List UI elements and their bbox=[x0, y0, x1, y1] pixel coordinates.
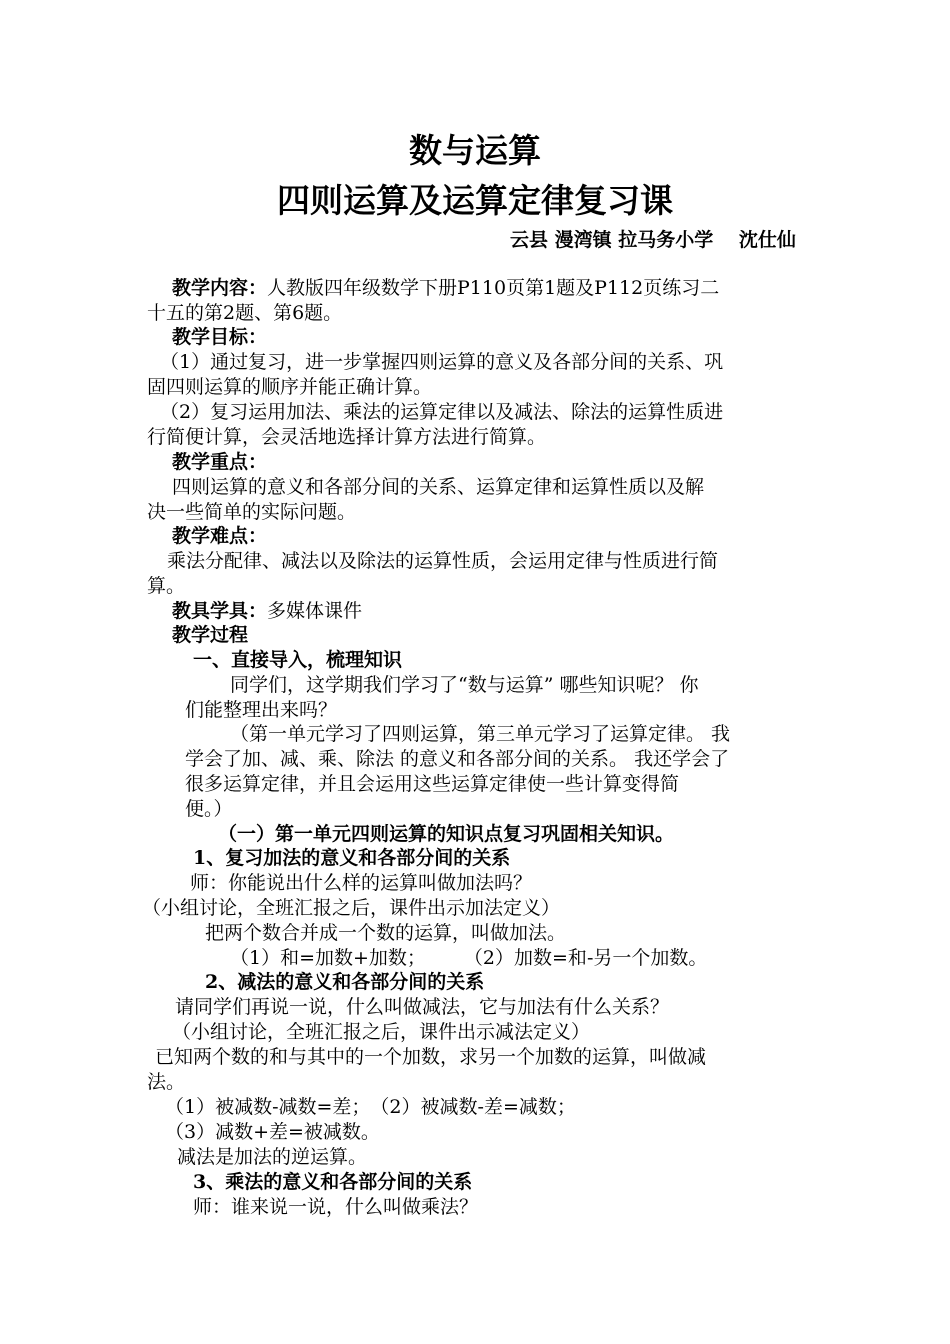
process-label: 教学过程 bbox=[172, 624, 249, 646]
subtraction-inverse-note: 减法是加法的逆运算。 bbox=[177, 1146, 368, 1168]
addition-question: 师：你能说出什么样的运算叫做加法吗？ bbox=[190, 872, 533, 894]
goal-2-line-2: 行简便计算，会灵活地选择计算方法进行简算。 bbox=[147, 426, 547, 448]
difficulties-line-1: 乘法分配律、减法以及除法的运算性质，会运用定律与性质进行简 bbox=[167, 550, 719, 572]
goal-1-line-2: 固四则运算的顺序并能正确计算。 bbox=[147, 376, 433, 398]
unit-1-heading: （一）第一单元四则运算的知识点复习巩固相关知识。 bbox=[218, 823, 675, 845]
addition-discussion: （小组讨论，全班汇报之后，课件出示加法定义） bbox=[142, 897, 561, 919]
goals-label: 教学目标： bbox=[172, 326, 268, 348]
key-points-label: 教学重点： bbox=[172, 451, 268, 473]
content-line-2: 十五的第2题、第6题。 bbox=[147, 302, 343, 324]
multiplication-question: 师：谁来说一说，什么叫做乘法？ bbox=[193, 1196, 479, 1218]
document-subtitle: 四则运算及运算定律复习课 bbox=[277, 181, 673, 220]
intro-para-line-1: 同学们，这学期我们学习了“数与运算” 哪些知识呢？ 你 bbox=[230, 674, 699, 696]
subtraction-question: 请同学们再说一说，什么叫做减法，它与加法有什么关系？ bbox=[175, 996, 670, 1018]
subtraction-relations-2: （3）减数+差=被减数。 bbox=[165, 1121, 380, 1143]
content-text: 人教版四年级数学下册P110页第1题及P112页练习二 bbox=[267, 277, 720, 299]
content-label: 教学内容： bbox=[172, 277, 268, 299]
addition-definition: 把两个数合并成一个数的运算，叫做加法。 bbox=[205, 922, 567, 944]
key-points-line-1: 四则运算的意义和各部分间的关系、运算定律和运算性质以及解 bbox=[172, 476, 705, 498]
content-line-1 bbox=[172, 276, 719, 300]
tools-value: 多媒体课件 bbox=[267, 600, 363, 622]
subtraction-definition-line-1: 已知两个数的和与其中的一个加数，求另一个加数的运算，叫做减 bbox=[155, 1046, 707, 1068]
answer-para-line-4: 便。） bbox=[185, 798, 233, 820]
subtraction-heading: 2、减法的意义和各部分间的关系 bbox=[205, 971, 485, 993]
document-title: 数与运算 bbox=[409, 131, 541, 170]
addition-relations: （1）和=加数+加数； （2）加数=和-另一个加数。 bbox=[230, 947, 708, 969]
tools-line bbox=[172, 599, 362, 623]
intro-para-line-2: 们能整理出来吗？ bbox=[185, 699, 338, 721]
answer-para-line-2: 学会了加、减、乘、除法 的意义和各部分间的关系。 我还学会了 bbox=[185, 748, 730, 770]
subtraction-definition-line-2: 法。 bbox=[147, 1071, 186, 1093]
tools-label: 教具学具： bbox=[172, 600, 268, 622]
difficulties-line-2: 算。 bbox=[147, 575, 186, 597]
subtraction-discussion: （小组讨论，全班汇报之后，课件出示减法定义） bbox=[172, 1021, 591, 1043]
goal-1-line-1: （1）通过复习，进一步掌握四则运算的意义及各部分间的关系、巩 bbox=[160, 351, 724, 373]
answer-para-line-1: （第一单元学习了四则运算，第三单元学习了运算定律。 我 bbox=[230, 723, 731, 745]
multiplication-heading: 3、乘法的意义和各部分间的关系 bbox=[193, 1171, 473, 1193]
addition-heading: 1、复习加法的意义和各部分间的关系 bbox=[193, 847, 511, 869]
section-1-heading: 一、直接导入，梳理知识 bbox=[193, 649, 403, 671]
answer-para-line-3: 很多运算定律，并且会运用这些运算定律使一些计算变得简 bbox=[185, 773, 680, 795]
key-points-line-2: 决一些简单的实际问题。 bbox=[147, 501, 357, 523]
goal-2-line-1: （2）复习运用加法、乘法的运算定律以及减法、除法的运算性质进 bbox=[160, 401, 724, 423]
difficulties-label: 教学难点： bbox=[172, 525, 268, 547]
author-line: 云县 漫湾镇 拉马务小学 沈仕仙 bbox=[510, 229, 796, 251]
subtraction-relations-1: （1）被减数-减数=差； （2）被减数-差=减数； bbox=[165, 1096, 576, 1118]
